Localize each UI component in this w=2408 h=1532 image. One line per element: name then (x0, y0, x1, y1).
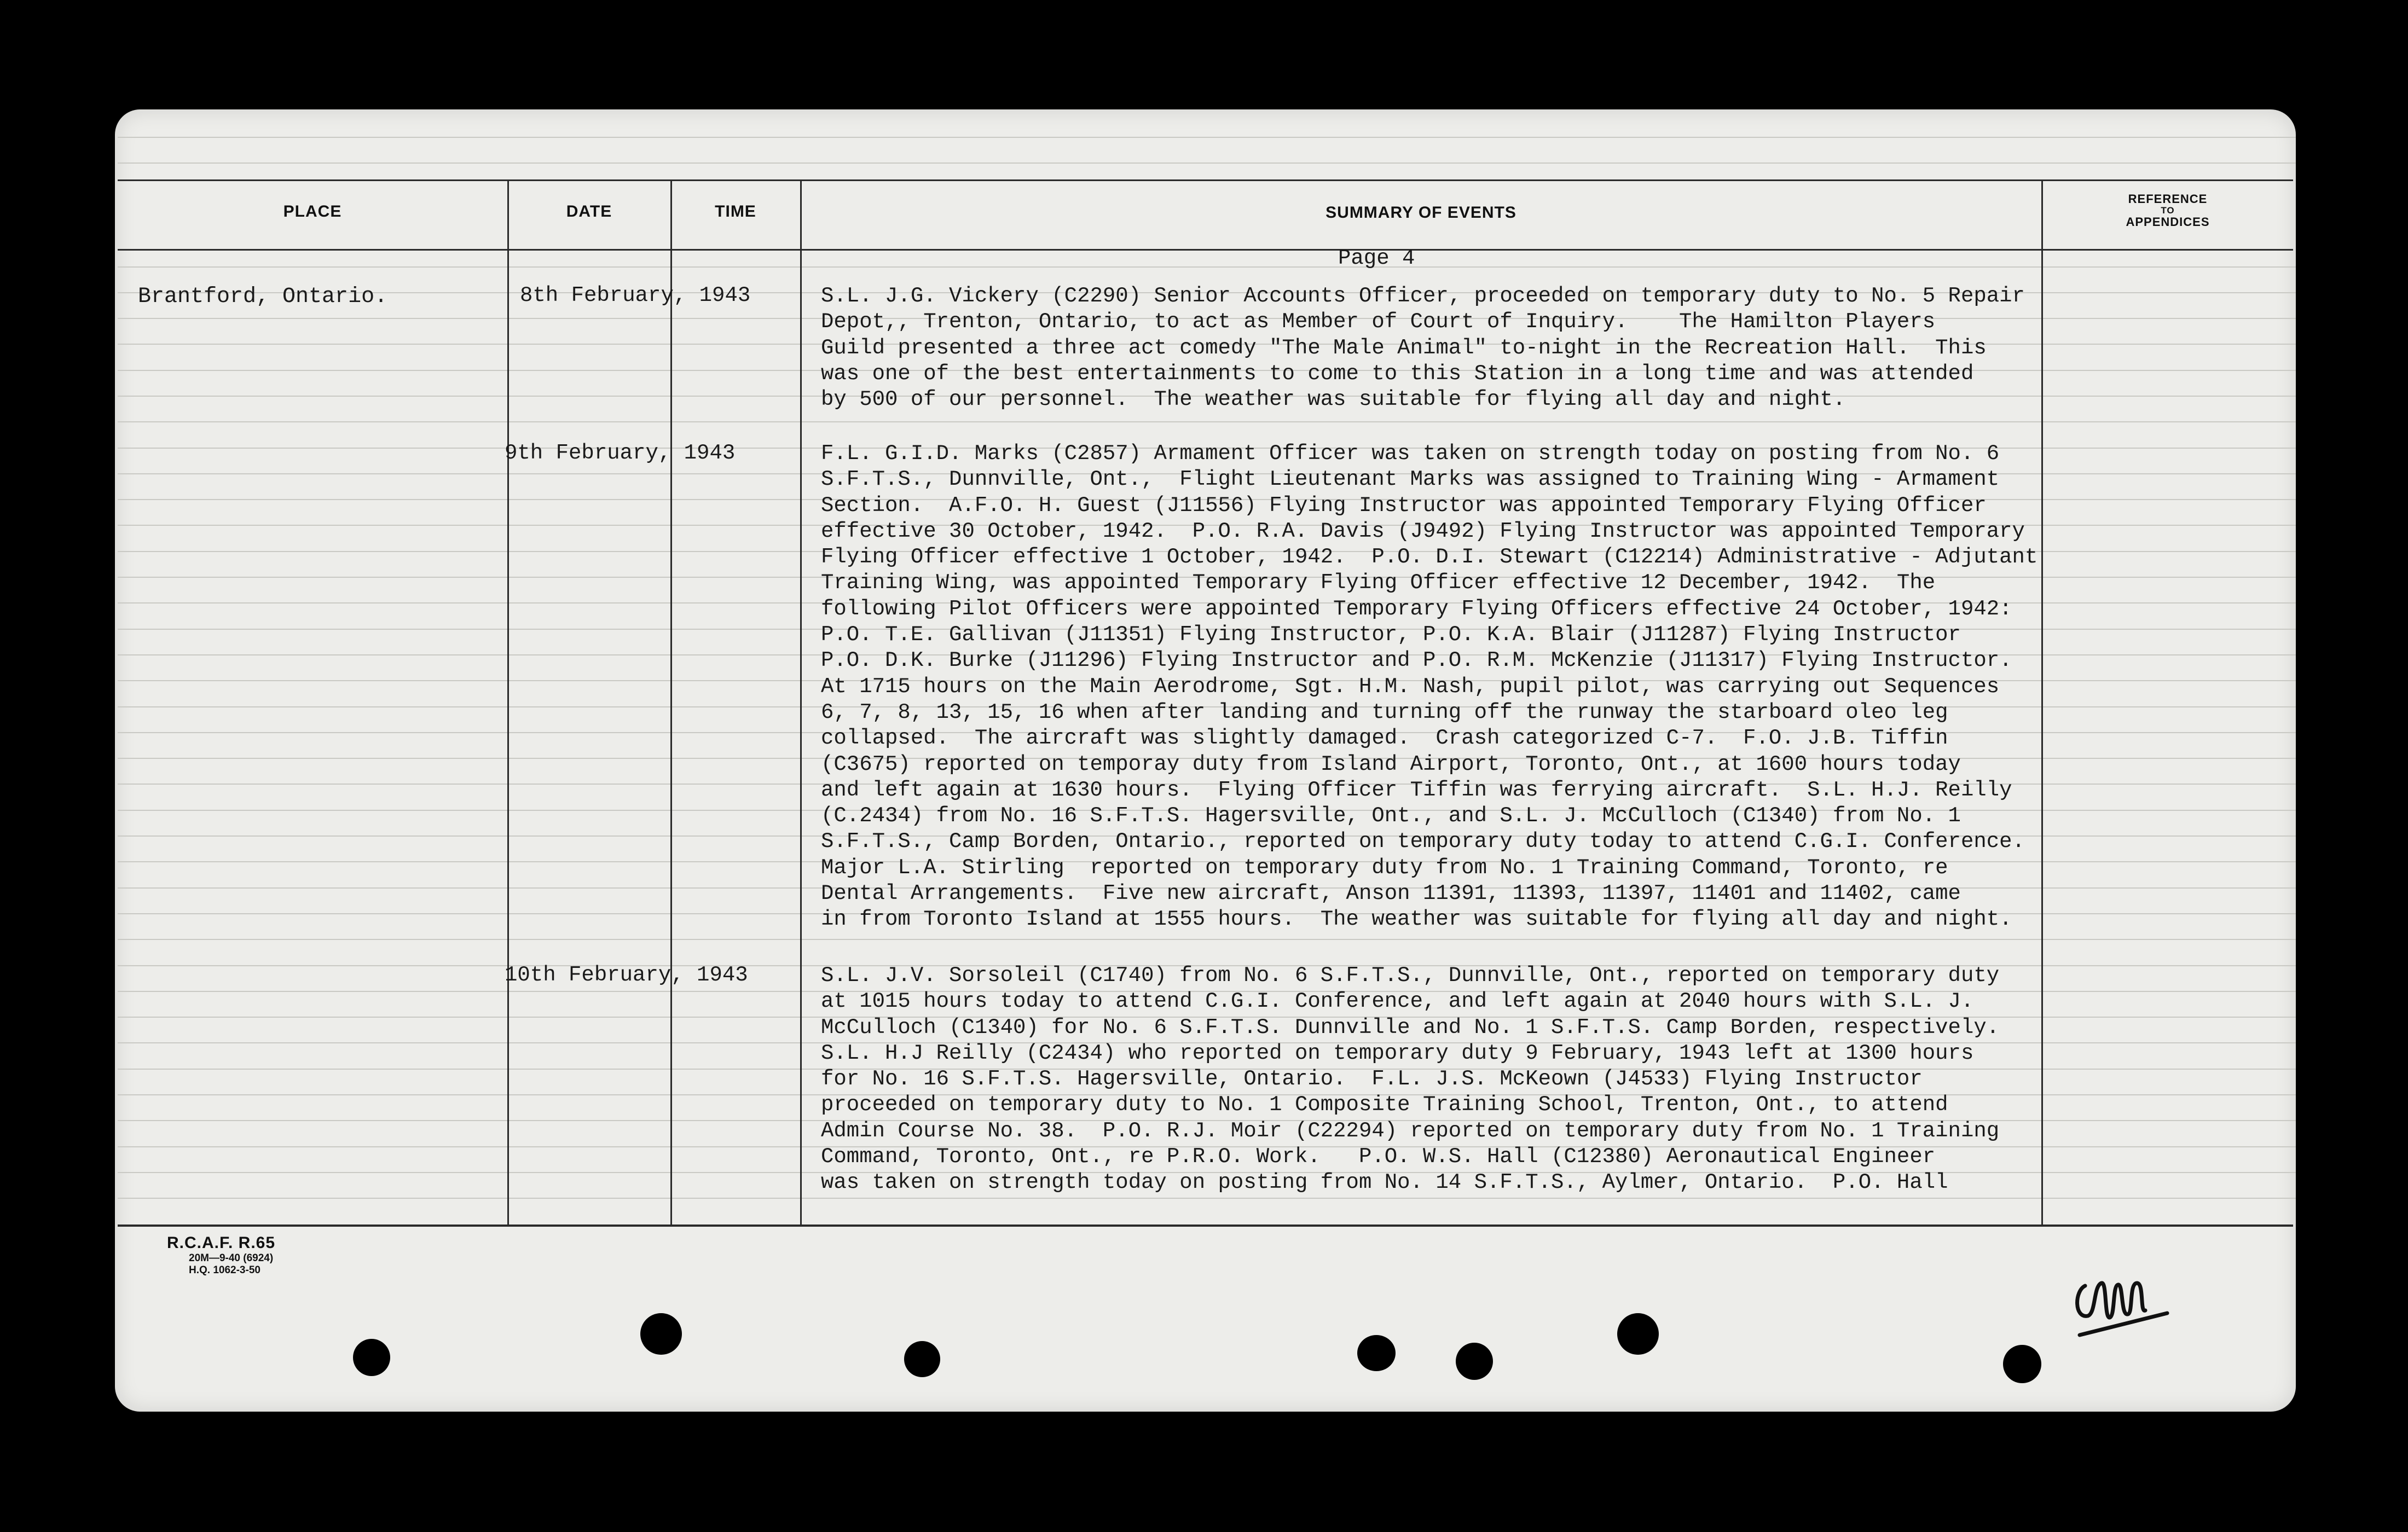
summary-line: Section. A.F.O. H. Guest (J11556) Flying Instructor was appointed Temporary Flying Officer (821, 493, 1987, 518)
summary-line: Dental Arrangements. Five new aircraft, Anson 11391, 11393, 11397, 11401 and 11402, came (821, 881, 1961, 906)
summary-line: S.L. J.V. Sorsoleil (C1740) from No. 6 S.F.T.S., Dunnville, Ont., reported on temporary duty (821, 964, 2000, 988)
entry-date: 8th February, 1943 (520, 283, 751, 307)
summary-line: Admin Course No. 38. P.O. R.J. Moir (C22294) reported on temporary duty from No. 1 Training (821, 1118, 2000, 1143)
summary-line: for No. 16 S.F.T.S. Hagersville, Ontario. F.L. J.S. McKeown (J4533) Flying Instructor (821, 1067, 1923, 1092)
summary-line: following Pilot Officers were appointed Temporary Flying Officers effective 24 October, 1942: (821, 596, 2012, 621)
column-divider-time-summary (800, 179, 802, 1225)
summary-line: collapsed. The aircraft was slightly damaged. Crash categorized C-7. F.O. J.B. Tiffin (821, 726, 1948, 751)
punch-hole (2003, 1345, 2041, 1383)
header-summary: SUMMARY OF EVENTS (1325, 204, 1516, 222)
summary-line: Guild presented a three act comedy "The Male Animal" to-night in the Recreation Hall. This (821, 335, 1987, 360)
summary-line: and left again at 1630 hours. Flying Officer Tiffin was ferrying aircraft. S.L. H.J. Reilly (821, 777, 2012, 802)
form-id-line2: 20M—9-40 (6924) (189, 1252, 274, 1264)
summary-line: was taken on strength today on posting from No. 14 S.F.T.S., Aylmer, Ontario. P.O. Hall (821, 1170, 1948, 1195)
summary-line: S.F.T.S., Camp Borden, Ontario., reported on temporary duty today to attend C.G.I. Conference. (821, 829, 2025, 854)
summary-line: was one of the best entertainments to come to this Station in a long time and was attended (821, 361, 1974, 386)
summary-line: F.L. G.I.D. Marks (C2857) Armament Officer was taken on strength today on posting from No. 6 (821, 442, 2000, 466)
summary-line: 6, 7, 8, 13, 15, 16 when after landing and turning off the runway the starboard oleo leg (821, 700, 1948, 724)
ruled-line (118, 1198, 2296, 1199)
summary-line: S.L. J.G. Vickery (C2290) Senior Accounts Officer, proceeded on temporary duty to No. 5 Repair (821, 284, 2025, 308)
form-id-line1: R.C.A.F. R.65 (167, 1234, 276, 1252)
ruled-line (118, 939, 2296, 940)
page-number: Page 4 (1338, 246, 1415, 270)
punch-hole (353, 1339, 390, 1376)
punch-hole (904, 1341, 940, 1377)
summary-line: S.L. H.J Reilly (C2434) who reported on temporary duty 9 February, 1943 left at 1300 hours (821, 1041, 1974, 1065)
punch-hole (640, 1313, 682, 1355)
summary-line: P.O. T.E. Gallivan (J11351) Flying Instructor, P.O. K.A. Blair (J11287) Flying Instructor (821, 623, 1961, 647)
table-bottom-rule (118, 1225, 2293, 1227)
entry-summary (821, 283, 2058, 413)
ruled-line (118, 421, 2296, 422)
punch-hole (1357, 1335, 1396, 1371)
summary-line: at 1015 hours today to attend C.G.I. Conference, and left again at 2040 hours with S.L. J. (821, 989, 1974, 1014)
summary-line: in from Toronto Island at 1555 hours. The weather was suitable for flying all day and night. (821, 907, 2012, 932)
ruled-line (118, 137, 2296, 138)
entry-summary (821, 963, 2058, 1196)
form-id-line3: H.Q. 1062-3-50 (189, 1264, 261, 1276)
summary-line: At 1715 hours on the Main Aerodrome, Sgt. H.M. Nash, pupil pilot, was carrying out Sequences (821, 674, 2000, 699)
entry-summary (821, 441, 2058, 933)
summary-line: Command, Toronto, Ont., re P.R.O. Work. P.O. W.S. Hall (C12380) Aeronautical Engineer (821, 1145, 1936, 1169)
entry-place: Brantford, Ontario. (138, 285, 388, 309)
header-reference-line1: REFERENCE (2128, 192, 2208, 206)
entry-date: 10th February, 1943 (505, 963, 748, 987)
summary-line: McCulloch (C1340) for No. 6 S.F.T.S. Dunnville and No. 1 S.F.T.S. Camp Borden, respectively. (821, 1015, 2000, 1040)
summary-line: (C3675) reported on temporay duty from Island Airport, Toronto, Ont., at 1600 hours today (821, 752, 1961, 776)
summary-line: Flying Officer effective 1 October, 1942. P.O. D.I. Stewart (C12214) Administrative - Adjutant (821, 545, 2038, 570)
punch-hole (1617, 1313, 1659, 1355)
entry-date: 9th February, 1943 (505, 441, 736, 465)
header-time: TIME (715, 202, 756, 220)
summary-line: proceeded on temporary duty to No. 1 Composite Training School, Trenton, Ont., to attend (821, 1093, 1948, 1117)
handwritten-initials (2063, 1253, 2184, 1340)
summary-line: Training Wing, was appointed Temporary Flying Officer effective 12 December, 1942. The (821, 571, 1936, 595)
header-bottom-rule (118, 249, 2293, 251)
ruled-line (118, 163, 2296, 164)
column-divider-date-time (670, 179, 672, 1225)
summary-line: by 500 of our personnel. The weather was suitable for flying all day and night. (821, 387, 1846, 412)
punch-hole (1456, 1343, 1493, 1380)
ruled-line (118, 266, 2296, 268)
header-reference-line2: TO (2161, 205, 2175, 216)
summary-line: Depot,, Trenton, Ontario, to act as Member of Court of Inquiry. The Hamilton Players (821, 310, 1936, 334)
summary-line: P.O. D.K. Burke (J11296) Flying Instructor and P.O. R.M. McKenzie (J11317) Flying Instructor. (821, 648, 2012, 673)
form-identifier (167, 1234, 275, 1276)
diary-form-card (115, 109, 2296, 1412)
summary-line: effective 30 October, 1942. P.O. R.A. Davis (J9492) Flying Instructor was appointed Temporary (821, 519, 2025, 543)
header-place: PLACE (283, 202, 342, 220)
column-divider-place-date (507, 179, 509, 1225)
header-reference (2042, 193, 2293, 229)
summary-line: S.F.T.S., Dunnville, Ont., Flight Lieutenant Marks was assigned to Training Wing - Armament (821, 467, 2000, 492)
header-top-rule (118, 179, 2293, 181)
summary-line: Major L.A. Stirling reported on temporary duty from No. 1 Training Command, Toronto, re (821, 855, 1948, 880)
summary-line: (C.2434) from No. 16 S.F.T.S. Hagersville, Ont., and S.L. J. McCulloch (C1340) from No. 1 (821, 804, 1961, 828)
header-date: DATE (566, 202, 612, 220)
header-reference-line3: APPENDICES (2126, 215, 2210, 229)
